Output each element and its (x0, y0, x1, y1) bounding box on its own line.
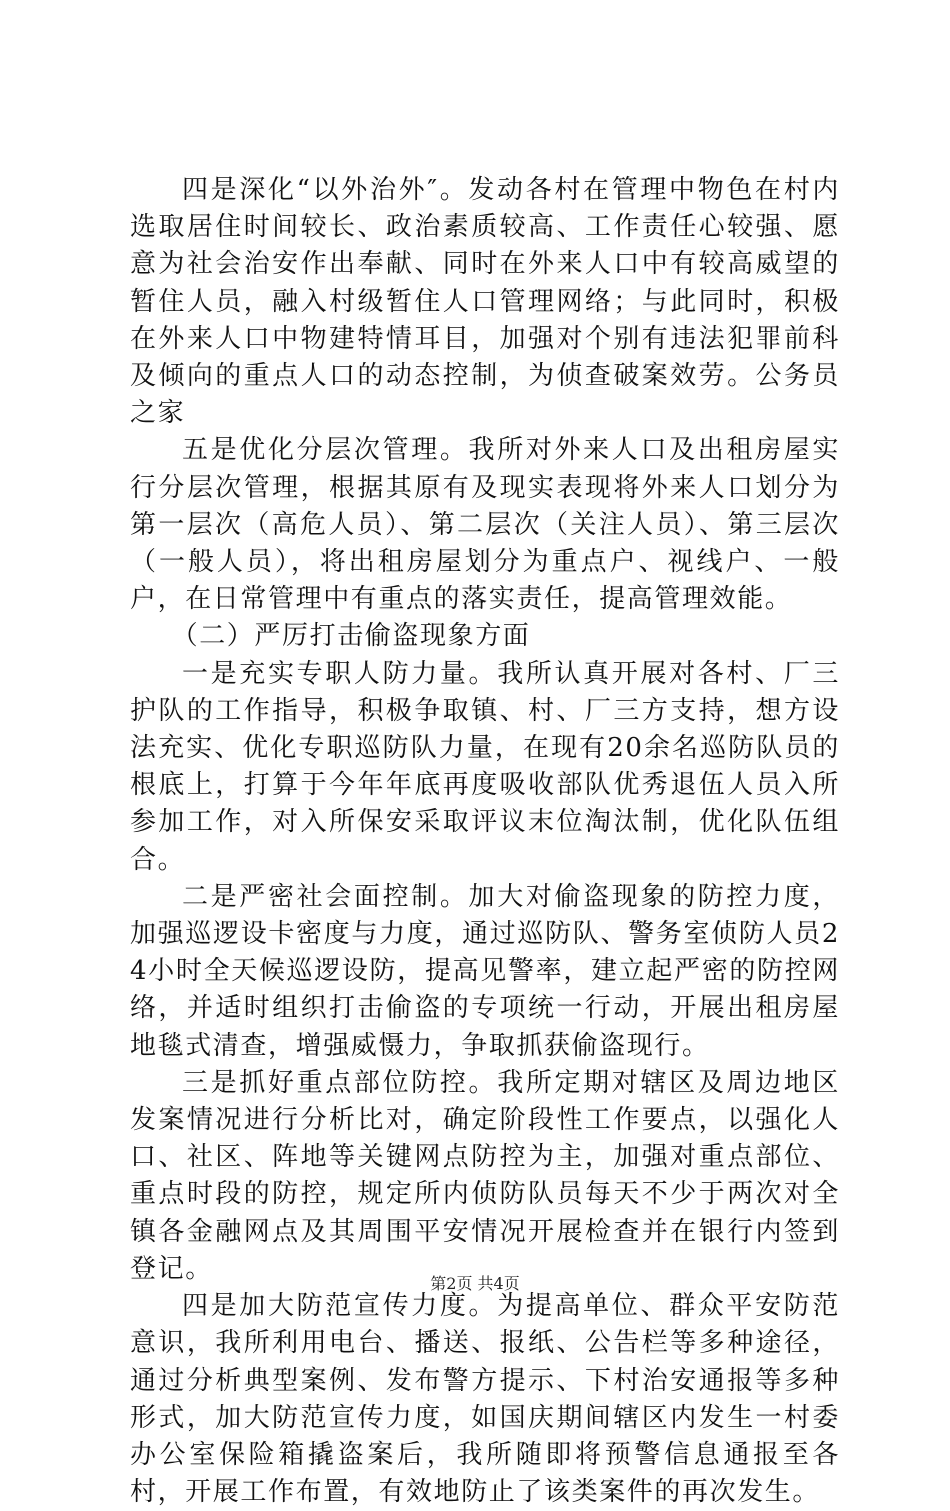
paragraph-layered-management: 五是优化分层次管理。我所对外来人口及出租房屋实行分层次管理，根据其原有及现实表现将外来人口划分为第一层次（高危人员）、第二层次（关注人员）、第三层次（一般人员），将出租房屋划分为重点户、视线户、一般户，在日常管理中有重点的落实责任，提高管理效能。 (130, 435, 840, 615)
paragraph-prevention-publicity: 四是加大防范宣传力度。为提高单位、群众平安防范意识，我所利用电台、播送、报纸、公告栏等多种途径，通过分析典型案例、发布警方提示、下村治安通报等多种形式，加大防范宣传力度，如国庆期间辖区内发生一村委办公室保险箱撬盗案后，我所随即将预警信息通报至各村，开展工作布置，有效地防止了该类案件的再次发生。 (130, 1291, 840, 1508)
section-heading-anti-theft: （二）严厉打击偷盗现象方面 (171, 621, 531, 652)
paragraph-social-control: 二是严密社会面控制。加大对偷盗现象的防控力度，加强巡逻设卡密度与力度，通过巡防队、警务室侦防人员24小时全天候巡逻设防，提高见警率，建立起严密的防控网络，并适时组织打击偷盗的专项统一行动，开展出租房屋地毯式清查，增强威慑力，争取抓获偷盗现行。 (130, 881, 840, 1061)
paragraph-deepen-outsider-management: 四是深化“以外治外″。发动各村在管理中物色在村内选取居住时间较长、政治素质较高、工作责任心较强、愿意为社会治安作出奉献、同时在外来人口中有较高威望的暂住人员，融入村级暂住人口管理网络；与此同时，积极在外来人口中物建特情耳目，加强对个别有违法犯罪前科及倾向的重点人口的动态控制，为侦查破案效劳。公务员之家 (130, 175, 840, 429)
document-body (130, 172, 840, 1511)
paragraph-key-site-control: 三是抓好重点部位防控。我所定期对辖区及周边地区发案情况进行分析比对，确定阶段性工作要点，以强化人口、社区、阵地等关键网点防控为主，加强对重点部位、重点时段的防控，规定所内侦防队员每天不少于两次对全镇各金融网点及其周围平安情况开展检查并在银行内签到登记。 (130, 1067, 840, 1284)
page-number-footer: 第2页 共4页 (430, 1274, 520, 1293)
paragraph-patrol-force: 一是充实专职人防力量。我所认真开展对各村、厂三护队的工作指导，积极争取镇、村、厂三方支持，想方设法充实、优化专职巡防队力量，在现有20余名巡防队员的根底上，打算于今年年底再度吸收部队优秀退伍人员入所参加工作，对入所保安采取评议末位淘汰制，优化队伍组合。 (130, 658, 840, 875)
